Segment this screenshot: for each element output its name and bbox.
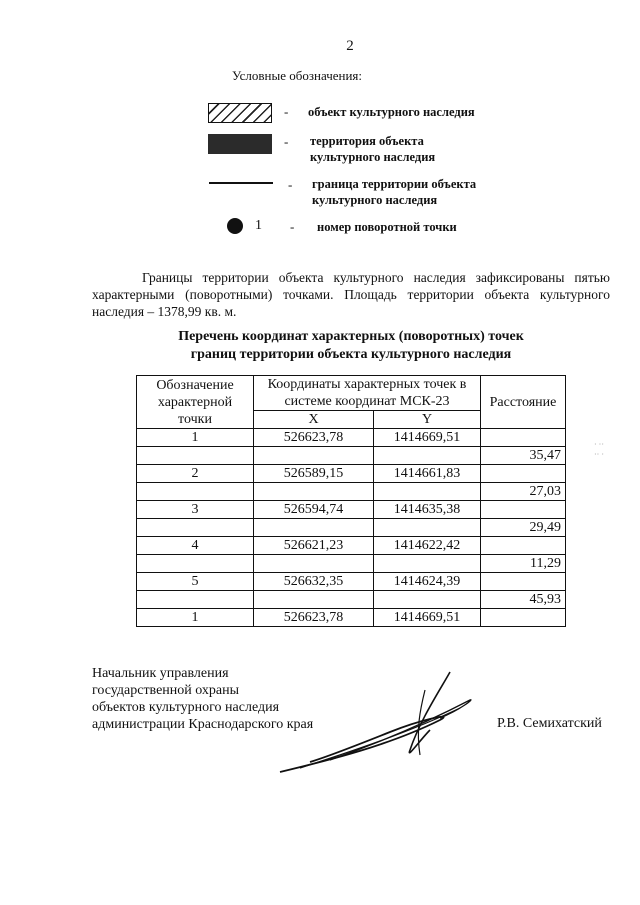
cell-point: 1 — [137, 609, 254, 627]
legend-line: территория объекта — [310, 134, 424, 148]
cell-distance — [481, 501, 566, 519]
legend-text-point-number — [317, 219, 457, 235]
cell-x: 526621,23 — [254, 537, 374, 555]
cell-distance — [481, 609, 566, 627]
cell-y — [374, 519, 481, 537]
cell-x — [254, 591, 374, 609]
cell-point — [137, 447, 254, 465]
handwritten-signature — [270, 660, 490, 780]
point-marker-label: 1 — [255, 218, 262, 233]
description-paragraph: Границы территории объекта культурного наследия зафиксированы пятью характерными (поворотными) точками. Площадь территории объекта культурного наследия – 1378,99 кв. м. — [92, 270, 610, 319]
legend-line: объект культурного наследия — [308, 105, 475, 119]
cell-distance — [481, 429, 566, 447]
header-line: Обозначение — [156, 377, 234, 393]
header-line: точки — [178, 411, 212, 427]
table-row — [137, 537, 566, 555]
cell-point: 1 — [137, 429, 254, 447]
signatory-name: Р.В. Семихатский — [497, 716, 602, 731]
cell-y: 1414669,51 — [374, 429, 481, 447]
header-y: Y — [374, 411, 481, 429]
cell-x: 526589,15 — [254, 465, 374, 483]
boundary-line-sample — [209, 182, 273, 184]
table-row — [137, 519, 566, 537]
legend-title: Условные обозначения: — [232, 68, 363, 83]
header-point-designation — [137, 376, 254, 429]
point-marker-icon — [227, 218, 243, 234]
table-row — [137, 483, 566, 501]
table-row — [137, 465, 566, 483]
cell-y — [374, 555, 481, 573]
cell-x — [254, 555, 374, 573]
heading-line-1: Перечень координат характерных (поворотных) точек — [178, 329, 524, 344]
cell-point: 2 — [137, 465, 254, 483]
cell-distance — [481, 537, 566, 555]
header-distance: Расстояние — [481, 376, 566, 429]
cell-distance — [481, 465, 566, 483]
legend-dash: - — [288, 177, 293, 192]
cell-distance: 45,93 — [481, 591, 566, 609]
cell-x — [254, 519, 374, 537]
header-line: Координаты характерных точек в — [267, 377, 467, 392]
legend-dash: - — [284, 134, 289, 149]
page-number: 2 — [346, 38, 354, 54]
cell-y — [374, 447, 481, 465]
position-line: Начальник управления — [92, 666, 229, 681]
legend-line: культурного наследия — [310, 150, 436, 164]
coordinates-table — [136, 375, 566, 627]
table-heading — [92, 328, 610, 364]
legend-text-heritage-object — [308, 104, 475, 120]
legend-line: граница территории объекта — [312, 177, 477, 191]
cell-distance: 35,47 — [481, 447, 566, 465]
cell-point — [137, 555, 254, 573]
cell-y: 1414669,51 — [374, 609, 481, 627]
table-row — [137, 429, 566, 447]
cell-y: 1414624,39 — [374, 573, 481, 591]
cell-x: 526623,78 — [254, 609, 374, 627]
cell-point: 3 — [137, 501, 254, 519]
cell-y — [374, 591, 481, 609]
hatched-swatch — [208, 103, 272, 123]
table-row — [137, 609, 566, 627]
header-line: характерной — [157, 394, 233, 410]
table-row — [137, 555, 566, 573]
cell-distance: 27,03 — [481, 483, 566, 501]
header-x: X — [254, 411, 374, 429]
cell-point — [137, 591, 254, 609]
scan-margin-marks — [594, 440, 604, 460]
cell-x: 526623,78 — [254, 429, 374, 447]
legend-text-territory — [310, 133, 435, 165]
cell-point — [137, 519, 254, 537]
margin-speck: · ·· — [594, 440, 604, 449]
cell-y — [374, 483, 481, 501]
position-line: объектов культурного наследия — [92, 700, 280, 715]
legend-dash: - — [290, 219, 295, 234]
heading-line-2: границ территории объекта культурного наследия — [190, 347, 512, 362]
header-coordinates — [254, 376, 481, 411]
table-row — [137, 447, 566, 465]
legend-line: номер поворотной точки — [317, 220, 457, 234]
table-row — [137, 501, 566, 519]
table-row — [137, 591, 566, 609]
cell-point: 5 — [137, 573, 254, 591]
cell-distance: 29,49 — [481, 519, 566, 537]
header-line: системе координат МСК-23 — [284, 394, 450, 409]
cell-x: 526632,35 — [254, 573, 374, 591]
cell-x — [254, 447, 374, 465]
cell-distance — [481, 573, 566, 591]
legend-dash: - — [284, 104, 289, 119]
cell-y: 1414635,38 — [374, 501, 481, 519]
cell-y: 1414661,83 — [374, 465, 481, 483]
cell-point: 4 — [137, 537, 254, 555]
cell-distance: 11,29 — [481, 555, 566, 573]
cell-point — [137, 483, 254, 501]
margin-speck: ·· · — [594, 450, 604, 459]
position-line: администрации Краснодарского края — [92, 717, 314, 732]
cell-x — [254, 483, 374, 501]
legend-text-boundary — [312, 176, 476, 208]
cell-x: 526594,74 — [254, 501, 374, 519]
position-line: государственной охраны — [92, 683, 240, 698]
dark-swatch — [208, 134, 272, 154]
table-row — [137, 573, 566, 591]
legend-line: культурного наследия — [312, 193, 438, 207]
cell-y: 1414622,42 — [374, 537, 481, 555]
